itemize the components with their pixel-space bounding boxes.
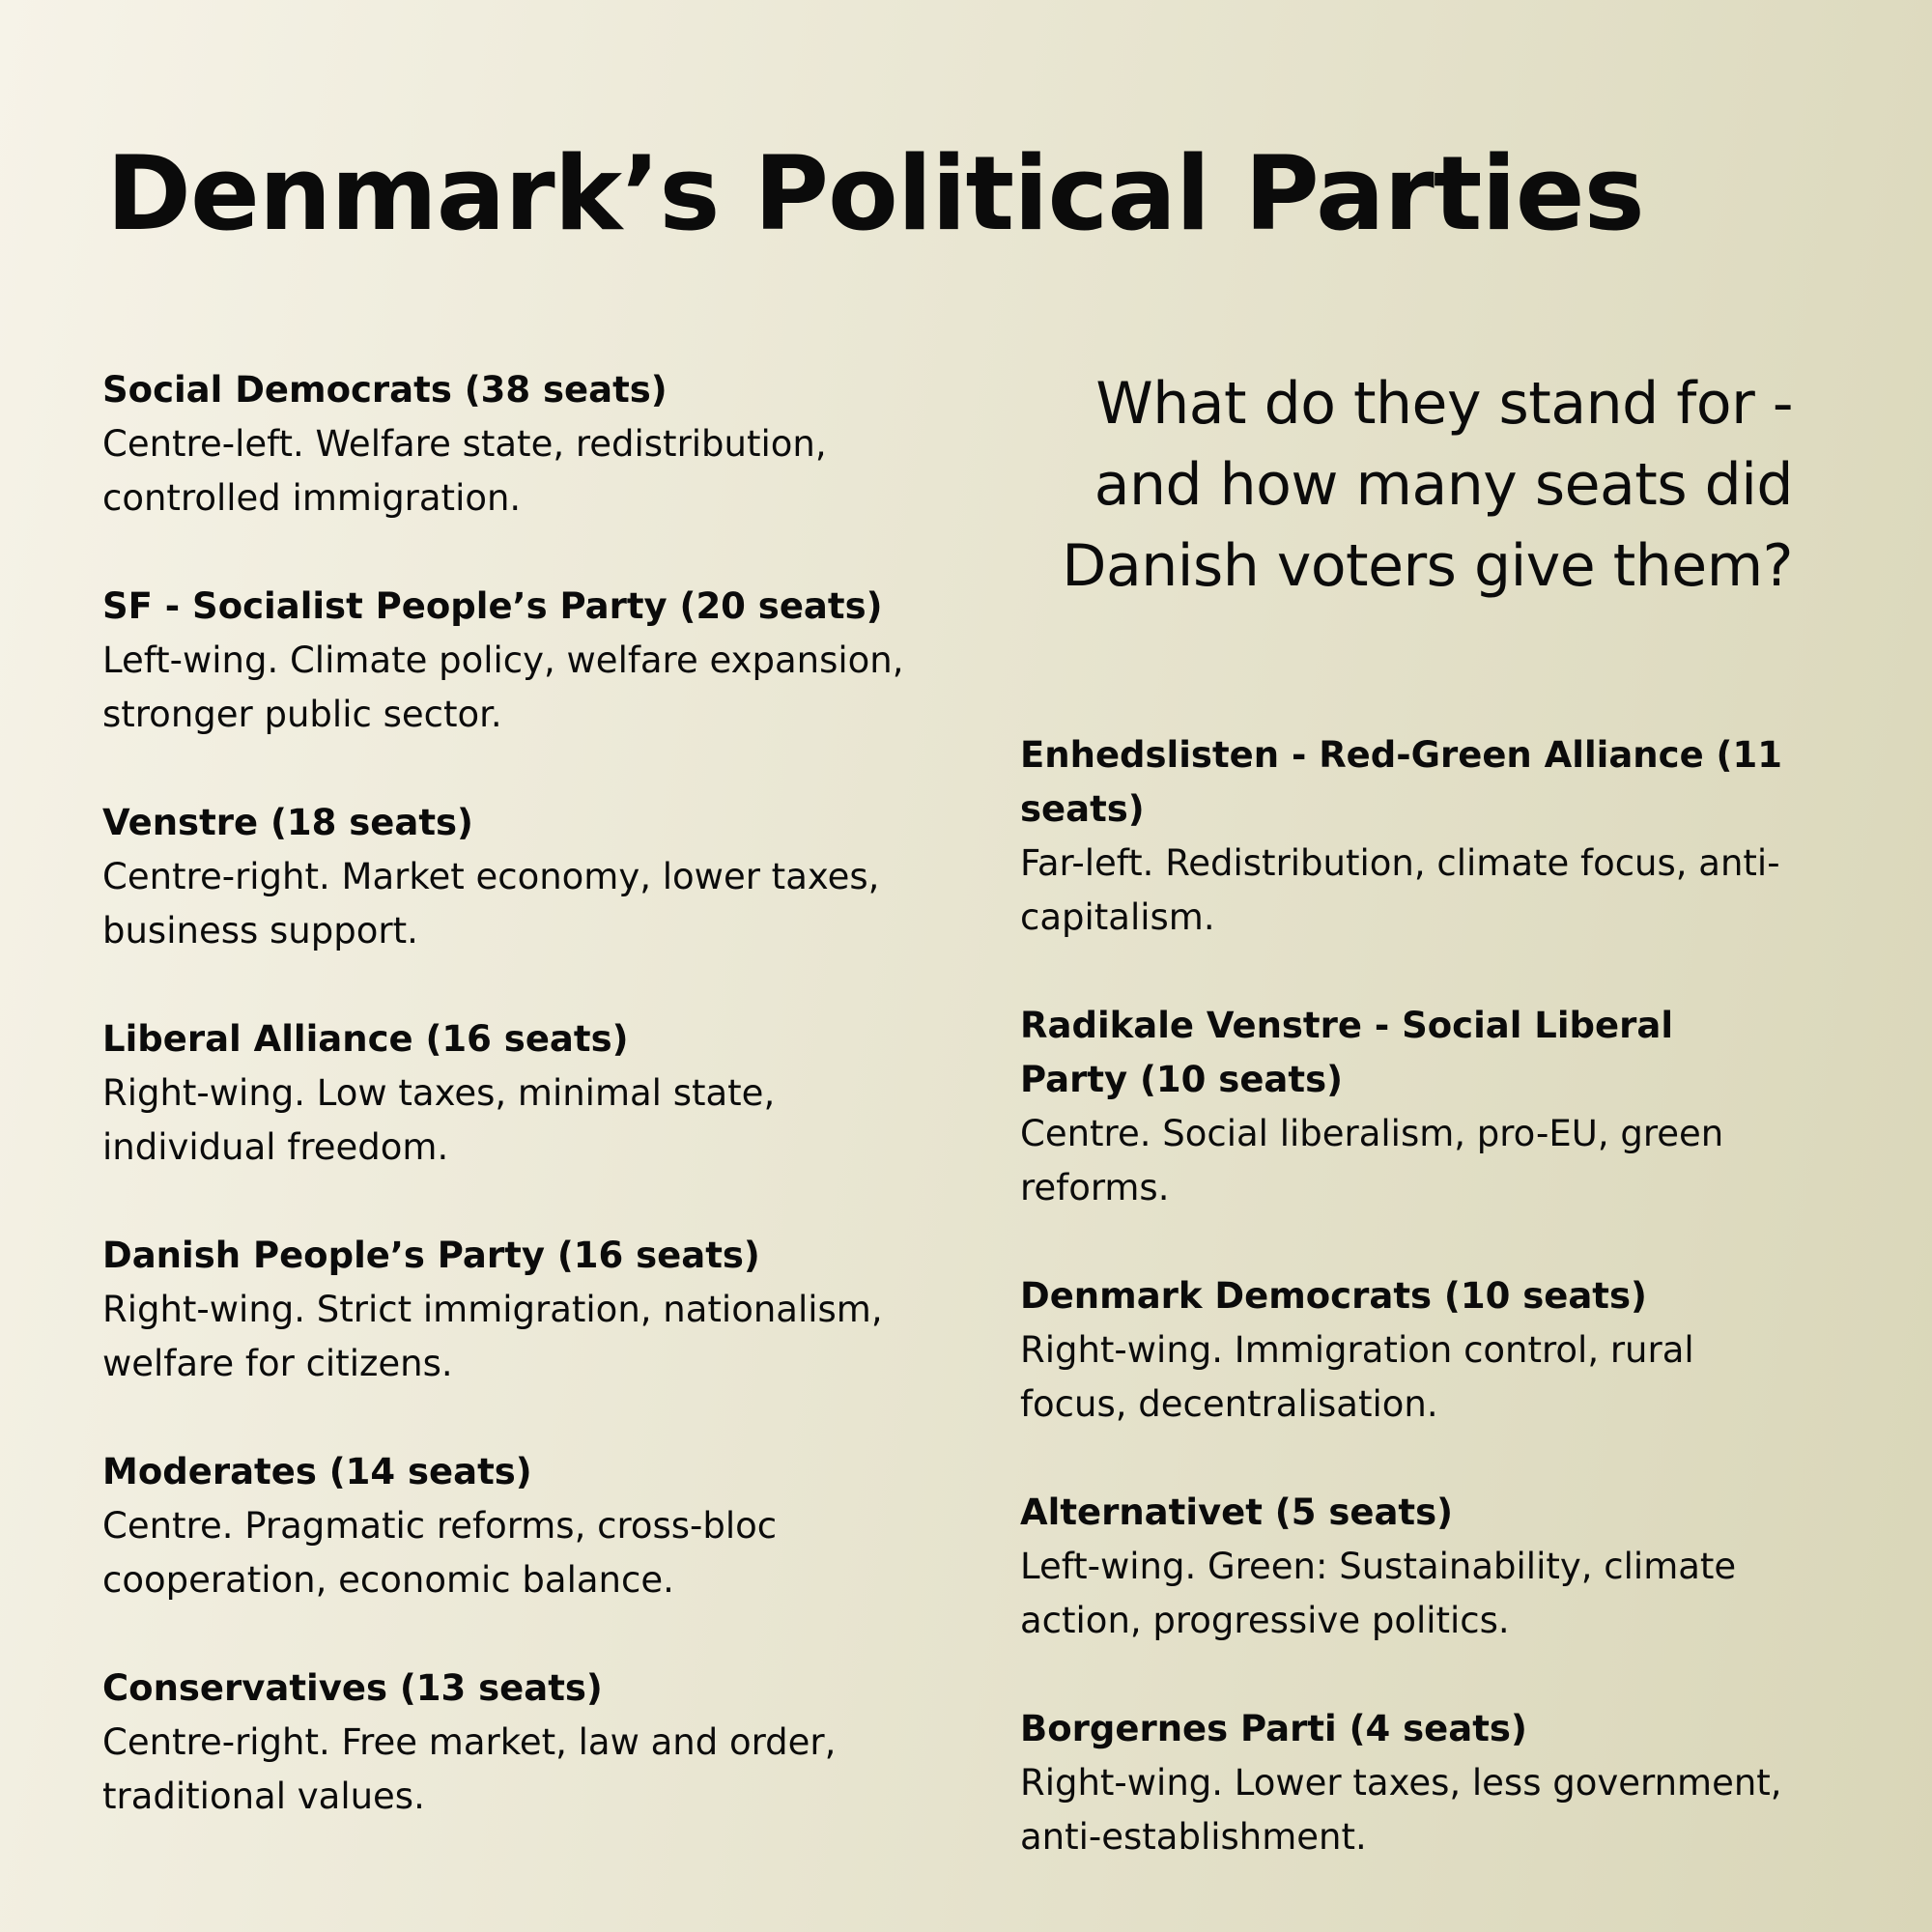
party-entry: [1020, 1702, 1793, 1864]
party-entry: [1020, 728, 1793, 945]
party-name: Enhedslisten - Red-Green Alliance (11 seats): [1020, 734, 1782, 830]
party-list-right: [1020, 363, 1793, 1918]
party-description: Left-wing. Climate policy, welfare expansion, stronger public sector.: [102, 639, 904, 735]
party-entry: [102, 1012, 943, 1175]
party-list-left: [102, 363, 943, 1878]
party-description: Centre-right. Free market, law and order, traditional values.: [102, 1721, 837, 1817]
party-name: Alternativet (5 seats): [1020, 1492, 1454, 1533]
party-name: Liberal Alliance (16 seats): [102, 1018, 629, 1060]
party-entry: [1020, 1269, 1793, 1432]
subtitle-question: What do they stand for - and how many seats did Danish voters give them?: [1062, 370, 1793, 600]
party-description: Right-wing. Lower taxes, less government, anti-establishment.: [1020, 1762, 1782, 1858]
party-description: Right-wing. Low taxes, minimal state, individual freedom.: [102, 1072, 776, 1168]
party-description: Centre. Social liberalism, pro-EU, green reforms.: [1020, 1113, 1724, 1208]
party-name: Borgernes Parti (4 seats): [1020, 1708, 1527, 1749]
party-entry: [1020, 999, 1793, 1215]
party-entry: [102, 796, 943, 958]
party-name: Social Democrats (38 seats): [102, 369, 668, 411]
party-entry: [102, 363, 943, 526]
party-name: Danish People’s Party (16 seats): [102, 1235, 760, 1276]
party-description: Centre-right. Market economy, lower taxes, business support.: [102, 856, 880, 952]
party-entry: [1020, 1486, 1793, 1648]
party-name: Denmark Democrats (10 seats): [1020, 1275, 1647, 1317]
party-name: SF - Socialist People’s Party (20 seats): [102, 585, 883, 627]
party-description: Right-wing. Strict immigration, nationalism, welfare for citizens.: [102, 1289, 883, 1384]
party-entry: [102, 1662, 943, 1824]
party-description: Centre. Pragmatic reforms, cross-bloc cooperation, economic balance.: [102, 1505, 778, 1601]
party-description: Left-wing. Green: Sustainability, climate action, progressive politics.: [1020, 1546, 1737, 1641]
party-entry: [102, 1445, 943, 1607]
party-name: Moderates (14 seats): [102, 1451, 532, 1492]
page-title: Denmark’s Political Parties: [106, 134, 1644, 253]
party-entry: [102, 580, 943, 742]
party-entry: [102, 1229, 943, 1391]
party-name: Venstre (18 seats): [102, 802, 473, 843]
party-name: Radikale Venstre - Social Liberal Party (10 seats): [1020, 1005, 1674, 1100]
party-name: Conservatives (13 seats): [102, 1667, 603, 1709]
party-description: Right-wing. Immigration control, rural focus, decentralisation.: [1020, 1329, 1694, 1425]
party-description: Centre-left. Welfare state, redistribution, controlled immigration.: [102, 423, 827, 519]
party-description: Far-left. Redistribution, climate focus, anti-capitalism.: [1020, 842, 1780, 938]
